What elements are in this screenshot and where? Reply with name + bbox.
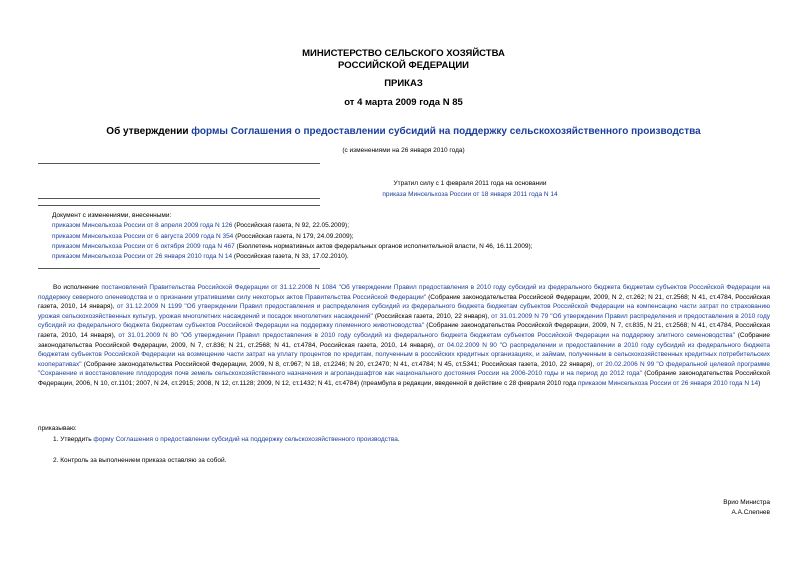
preamble-link[interactable]: от 20.02.2006 N 99 "О федеральной целевой программе "Сохранение и восстановление плодородия почв земель сельскохозяйственного назначения и агроландшафтов как национального достояния России на 2006-2010 годы и на период до 2012 года"	[38, 360, 771, 378]
expired-line: Утратил силу с 1 февраля 2011 года на основании	[393, 180, 547, 187]
preamble-text: (Собрание законодательства Российской Федерации, 2009, N 8, ст.967; N 18, ст.2246; N 20, ст.2470; N 41, ст.4784; N 45, ст.5341; Российская газета, 2010, 22 января),	[81, 360, 597, 368]
list-item	[52, 252, 532, 262]
preamble-link[interactable]: от 04.02.2009 N 90 "О распределении и предоставлении в 2010 году субсидий из федерального бюджета бюджетам субъектов Российской Федерации на возмещение части затрат на уплату процентов по кредитам, полученным в российских кредитных организациях, и займам, полученным в сельскохозяйственных кредитных потребительских кооперативах"	[38, 341, 770, 368]
change-source: (Российская газета, N 33, 17.02.2010).	[232, 253, 349, 261]
change-link[interactable]: приказом Минсельхоза России от 6 августа 2009 года N 354	[52, 232, 234, 240]
preamble-text: (Собрание законодательства Российской Федерации, 2009, N 7, ст.835, N 21, ст.2568; N 41, ст.4784, Российская газета, 2010, 14 января),	[38, 322, 770, 339]
divider	[38, 205, 320, 206]
document-subject	[0, 126, 807, 137]
preamble-text: Во исполнение	[53, 284, 102, 291]
signature-block	[723, 498, 770, 518]
preamble-text: (Российская газета, 2010, 22 января),	[372, 312, 492, 320]
preamble-link[interactable]: от 31.01.2009 N 79 "Об утверждении Правил распределения и предоставления в 2010 году субсидий из федерального бюджета бюджетам субъектов Российской Федерации на поддержку племенного животноводства"	[38, 312, 770, 330]
change-link[interactable]: приказом Минсельхоза России от 6 октября 2009 года N 467	[52, 242, 235, 250]
signatory-name: А.А.Слепнев	[731, 509, 770, 516]
changes-title: Документ с изменениями, внесенными:	[52, 212, 172, 219]
ministry-name	[0, 48, 807, 72]
ministry-line-1: МИНИСТЕРСТВО СЕЛЬСКОГО ХОЗЯЙСТВА	[302, 48, 505, 59]
divider	[38, 198, 320, 199]
order-item-text: 1. Утвердить	[53, 436, 94, 443]
preamble-link[interactable]: от 31.01.2009 N 80 "Об утверждении Правил предоставления в 2010 году субсидий из федерального бюджета бюджетам субъектов Российской Федерации на поддержку элитного семеноводства"	[118, 331, 735, 339]
order-item-1	[53, 436, 400, 443]
preamble-text: (Собрание законодательства Российской Федерации, 2009, N 7, ст.836; N 21, ст.2568; N 41, ст.4784, Российская газета, 2010, 14 января),	[38, 331, 770, 349]
signatory-position: Врио Министра	[723, 499, 770, 506]
expired-notice	[260, 178, 680, 200]
changes-list	[52, 211, 532, 262]
order-directive: приказываю:	[38, 425, 77, 432]
document-date: от 4 марта 2009 года N 85	[344, 97, 463, 108]
expired-link[interactable]: приказа Минсельхоза России от 18 января 2011 года N 14	[382, 191, 558, 198]
change-source: (Российская газета, N 92, 22.05.2009);	[232, 222, 350, 230]
ministry-line-2: РОССИЙСКОЙ ФЕДЕРАЦИИ	[337, 60, 469, 71]
preamble-link[interactable]: приказом Минсельхоза России от 26 января 2010 года N 14	[578, 379, 759, 387]
preamble-link[interactable]: постановлений Правительства Российской Федерации от 31.12.2008 N 1084 "Об утверждении Правил предоставления в 2010 году субсидий из федерального бюджета бюджетам субъектов Российской Федерации на поддержку северного оленеводства и о признании утратившими силу некоторых актов Правительства Российской Федерации"	[38, 284, 770, 301]
preamble-paragraph	[38, 283, 770, 389]
order-item-text: .	[397, 436, 400, 443]
changes-note: (с изменениями на 26 января 2010 года)	[342, 147, 465, 154]
order-item-link[interactable]: форму Соглашения о предоставлении субсидий на поддержку сельскохозяйственного производства	[93, 436, 398, 443]
list-item	[52, 232, 532, 242]
order-item-2: 2. Контроль за выполнением приказа оставляю за собой.	[53, 457, 227, 464]
change-link[interactable]: приказом Минсельхоза России от 8 апреля 2009 года N 126	[52, 222, 233, 230]
divider	[38, 163, 320, 164]
change-source: (Российская газета, N 179, 24.09.2009);	[233, 232, 354, 240]
preamble-text: (Собрание законодательства Российской Федерации, 2009, N 2, ст.262; N 21, ст.2568; N 41, ст.4784, Российская газета, 2010, 14 января),	[38, 293, 770, 311]
change-link[interactable]: приказом Минсельхоза России от 26 января 2010 года N 14	[52, 253, 233, 261]
change-source: (Бюллетень нормативных актов федеральных органов исполнительной власти, N 46, 16.11.2009);	[234, 242, 533, 250]
preamble-link[interactable]: от 31.12.2009 N 1199 "Об утверждении Правил предоставления и распределения субсидий из федерального бюджета бюджетам субъектов Российской Федерации на компенсацию части затрат по страхованию урожая сельскохозяйственных культур, урожая многолетних насаждений и посадок многолетних насаждений"	[38, 303, 770, 320]
list-item	[52, 242, 532, 252]
subject-prefix: Об утверждении	[106, 126, 192, 137]
preamble-text: (Собрание законодательства Российской Федерации, 2006, N 10, ст.1101; 2007, N 24, ст.2915; 2008, N 12, ст.1128; 2009, N 12, ст.1432; N 41, ст.4784) (преамбула в редакции, введенной в действие с 28 февраля 2010 года	[38, 370, 770, 387]
subject-link[interactable]: формы Соглашения о предоставлении субсидий на поддержку сельскохозяйственного производства	[191, 126, 701, 137]
preamble-text: )	[758, 379, 761, 387]
document-type: ПРИКАЗ	[384, 78, 423, 89]
divider	[38, 268, 320, 269]
list-item	[52, 221, 532, 231]
